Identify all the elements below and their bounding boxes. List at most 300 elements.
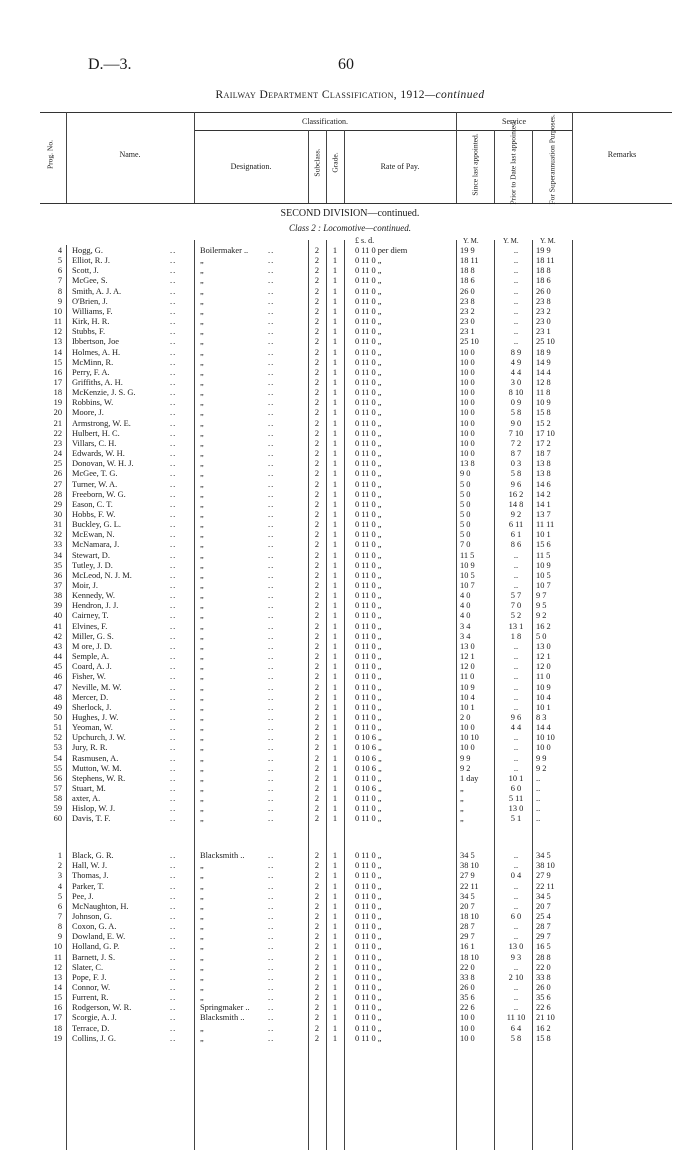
- cell-s2: 9 6: [510, 712, 522, 722]
- cell-dots-designation: ..: [268, 540, 275, 550]
- cell-sub: 2: [314, 560, 320, 570]
- cell-name: Edwards, W. H.: [72, 449, 125, 458]
- cell-name: Hughes, J. W.: [72, 712, 119, 722]
- cell-dots-designation: ..: [268, 922, 275, 931]
- cell-desig: „: [200, 861, 204, 871]
- cell-s2: ..: [513, 702, 519, 712]
- cell-dots: ..: [170, 871, 177, 881]
- table-row: [0, 693, 700, 702]
- cell-dots: ..: [170, 641, 177, 651]
- cell-grade: 1: [332, 763, 338, 773]
- cell-rate: 0 10 6 „: [355, 743, 382, 753]
- cell-grade: 1: [332, 540, 338, 550]
- cell-s2: 0 9: [510, 398, 522, 408]
- cell-name: Terrace, D.: [72, 1023, 110, 1033]
- table-row: [0, 530, 700, 539]
- col-service: Service: [502, 117, 526, 126]
- cell-desig: „: [200, 428, 204, 438]
- table-row: [0, 266, 700, 275]
- cell-s1: 11 0: [460, 672, 475, 682]
- cell-dots: ..: [170, 398, 177, 408]
- cell-grade: 1: [332, 784, 338, 793]
- cell-no: 12: [53, 962, 62, 972]
- cell-dots-designation: ..: [268, 347, 275, 357]
- cell-s2: ..: [513, 932, 519, 942]
- cell-s3: 18 7: [536, 449, 551, 458]
- cell-grade: 1: [332, 621, 338, 631]
- cell-dots: ..: [170, 540, 177, 550]
- cell-rate: 0 11 0 „: [355, 814, 382, 824]
- cell-rate: 0 11 0 „: [355, 489, 382, 499]
- cell-dots: ..: [170, 1013, 177, 1023]
- cell-desig: „: [200, 337, 204, 347]
- table-row: [0, 388, 700, 397]
- cell-name: Holmes, A. H.: [72, 347, 121, 357]
- cell-name: Hendron, J. J.: [72, 601, 119, 611]
- cell-s3: 34 5: [536, 891, 551, 901]
- cell-name: Perry, F. A.: [72, 367, 110, 377]
- cell-sub: 2: [314, 367, 320, 377]
- cell-s1: 10 0: [460, 723, 475, 732]
- cell-s1: 10 9: [460, 682, 475, 692]
- cell-sub: 2: [314, 784, 320, 793]
- cell-grade: 1: [332, 550, 338, 560]
- cell-no: 6: [57, 901, 62, 911]
- cell-name: McLeod, N. J. M.: [72, 570, 132, 580]
- cell-desig: „: [200, 550, 204, 560]
- cell-grade: 1: [332, 347, 338, 357]
- col-name: Name.: [119, 150, 141, 159]
- cell-s3: 25 10: [536, 337, 555, 347]
- cell-dots: ..: [170, 550, 177, 560]
- cell-no: 33: [53, 540, 62, 550]
- cell-dots-designation: ..: [268, 621, 275, 631]
- cell-name: Slater, C.: [72, 962, 104, 972]
- cell-s3: 28 7: [536, 922, 551, 931]
- cell-desig: „: [200, 296, 204, 306]
- cell-s2: ..: [513, 763, 519, 773]
- cell-dots-designation: ..: [268, 530, 275, 540]
- cell-dots-designation: ..: [268, 814, 275, 824]
- cell-dots-designation: ..: [268, 327, 275, 337]
- cell-s3: 17 2: [536, 438, 551, 448]
- cell-s3: 14 2: [536, 489, 551, 499]
- cell-dots-designation: ..: [268, 591, 275, 601]
- cell-dots: ..: [170, 327, 177, 337]
- cell-sub: 2: [314, 347, 320, 357]
- cell-s1: 4 0: [460, 611, 471, 621]
- cell-s3: 13 8: [536, 459, 551, 469]
- cell-grade: 1: [332, 1033, 338, 1043]
- cell-dots: ..: [170, 1003, 177, 1013]
- cell-grade: 1: [332, 601, 338, 611]
- cell-name: Johnson, G.: [72, 911, 112, 921]
- cell-s2: ..: [513, 550, 519, 560]
- table-row: [0, 287, 700, 296]
- cell-dots-designation: ..: [268, 367, 275, 377]
- cell-desig: „: [200, 962, 204, 972]
- cell-dots: ..: [170, 296, 177, 306]
- cell-sub: 2: [314, 530, 320, 540]
- cell-grade: 1: [332, 1013, 338, 1023]
- cell-desig: „: [200, 952, 204, 962]
- cell-s1: 10 0: [460, 1013, 475, 1023]
- cell-rate: 0 11 0 „: [355, 993, 382, 1003]
- cell-s1: „: [460, 814, 464, 824]
- cell-desig: „: [200, 317, 204, 327]
- cell-s3: 38 10: [536, 861, 555, 871]
- table-row: [0, 743, 700, 752]
- cell-dots: ..: [170, 763, 177, 773]
- cell-s2: ..: [513, 306, 519, 316]
- cell-grade: 1: [332, 388, 338, 398]
- cell-rate: 0 11 0 „: [355, 702, 382, 712]
- cell-s3: 23 1: [536, 327, 551, 337]
- cell-dots: ..: [170, 952, 177, 962]
- cell-sub: 2: [314, 449, 320, 458]
- cell-desig: „: [200, 631, 204, 641]
- col-since-last: Since last appointed.: [470, 133, 480, 196]
- cell-s3: 22 6: [536, 1003, 551, 1013]
- cell-rate: 0 11 0 „: [355, 891, 382, 901]
- cell-no: 18: [53, 388, 62, 398]
- cell-s1: 18 10: [460, 952, 479, 962]
- cell-rate: 0 11 0 „: [355, 712, 382, 722]
- cell-s2: ..: [513, 327, 519, 337]
- cell-dots-designation: ..: [268, 266, 275, 276]
- cell-s3: 26 0: [536, 286, 551, 296]
- cell-rate: 0 11 0 „: [355, 871, 382, 881]
- cell-dots-designation: ..: [268, 459, 275, 469]
- cell-s2: 7 2: [510, 438, 522, 448]
- cell-rate: 0 11 0 „: [355, 794, 382, 804]
- cell-dots-designation: ..: [268, 317, 275, 327]
- cell-no: 10: [53, 306, 62, 316]
- cell-sub: 2: [314, 489, 320, 499]
- cell-s3: 26 0: [536, 983, 551, 992]
- cell-rate: 0 11 0 „: [355, 560, 382, 570]
- cell-sub: 2: [314, 459, 320, 469]
- section-title: SECOND DIVISION—continued.: [280, 208, 420, 219]
- cell-no: 19: [53, 1033, 62, 1043]
- cell-s2: ..: [513, 652, 519, 661]
- cell-s1: 18 11: [460, 256, 479, 266]
- cell-rate: 0 11 0 „: [355, 804, 382, 814]
- cell-s2: 4 4: [510, 367, 522, 377]
- cell-rate: 0 11 0 „: [355, 317, 382, 327]
- cell-dots-designation: ..: [268, 962, 275, 972]
- cell-s1: 10 0: [460, 418, 475, 428]
- col-prior-to-date: Prior to Date last appointed.: [508, 120, 518, 205]
- cell-s2: 6 0: [510, 784, 522, 793]
- cell-desig: „: [200, 581, 204, 590]
- cell-s3: 13 0: [536, 641, 551, 651]
- cell-desig: „: [200, 784, 204, 793]
- cell-s2: 2 10: [508, 972, 524, 982]
- cell-s1: 10 0: [460, 743, 475, 753]
- cell-s2: 14 8: [508, 499, 524, 509]
- cell-grade: 1: [332, 682, 338, 692]
- cell-grade: 1: [332, 871, 338, 881]
- table-row: [0, 561, 700, 570]
- cell-s3: 16 5: [536, 942, 551, 952]
- cell-rate: 0 11 0 „: [355, 611, 382, 621]
- cell-no: 50: [53, 712, 62, 722]
- cell-s1: 22 0: [460, 962, 475, 972]
- cell-s1: 23 0: [460, 317, 475, 327]
- cell-no: 14: [53, 983, 62, 992]
- cell-s2: 13 0: [508, 942, 524, 952]
- years-months-3: Y. M.: [540, 237, 556, 245]
- cell-s1: 10 5: [460, 570, 475, 580]
- cell-sub: 2: [314, 1013, 320, 1023]
- cell-sub: 2: [314, 256, 320, 266]
- cell-dots-designation: ..: [268, 784, 275, 793]
- cell-s3: 15 6: [536, 540, 551, 550]
- cell-s1: 26 0: [460, 983, 475, 992]
- cell-grade: 1: [332, 881, 338, 891]
- cell-desig: „: [200, 702, 204, 712]
- cell-s3: 10 9: [536, 560, 551, 570]
- cell-sub: 2: [314, 942, 320, 952]
- cell-name: Connor, W.: [72, 983, 111, 992]
- title-suffix: —continued: [424, 89, 485, 101]
- cell-sub: 2: [314, 621, 320, 631]
- cell-dots: ..: [170, 591, 177, 601]
- cell-no: 11: [53, 317, 62, 327]
- cell-dots: ..: [170, 388, 177, 398]
- cell-desig: „: [200, 753, 204, 763]
- cell-dots-designation: ..: [268, 337, 275, 347]
- table-row: [0, 892, 700, 901]
- cell-dots-designation: ..: [268, 891, 275, 901]
- table-row: [0, 429, 700, 438]
- page-number: 60: [338, 56, 354, 73]
- cell-no: 6: [57, 266, 62, 276]
- cell-grade: 1: [332, 306, 338, 316]
- cell-desig: „: [200, 540, 204, 550]
- cell-s3: 15 8: [536, 1033, 551, 1043]
- cell-dots-designation: ..: [268, 438, 275, 448]
- table-row: [0, 871, 700, 880]
- cell-s2: 0 3: [510, 459, 522, 469]
- cell-rate: 0 10 6 „: [355, 784, 382, 793]
- cell-s1: 10 4: [460, 692, 475, 702]
- cell-s2: ..: [513, 317, 519, 327]
- cell-rate: 0 11 0 „: [355, 972, 382, 982]
- cell-dots-designation: ..: [268, 753, 275, 763]
- cell-desig: „: [200, 347, 204, 357]
- cell-dots: ..: [170, 378, 177, 387]
- cell-dots: ..: [170, 901, 177, 911]
- cell-no: 56: [53, 773, 62, 783]
- cell-grade: 1: [332, 357, 338, 367]
- cell-grade: 1: [332, 773, 338, 783]
- cell-grade: 1: [332, 932, 338, 942]
- cell-no: 9: [57, 932, 62, 942]
- cell-grade: 1: [332, 459, 338, 469]
- cell-s2: ..: [513, 743, 519, 753]
- cell-name: McNaughton, H.: [72, 901, 129, 911]
- cell-rate: 0 11 0 „: [355, 922, 382, 931]
- cell-s2: 5 8: [510, 408, 522, 418]
- cell-sub: 2: [314, 479, 320, 489]
- cell-s3: 12 0: [536, 662, 551, 672]
- cell-s3: 10 9: [536, 682, 551, 692]
- cell-name: M ore, J. D.: [72, 641, 113, 651]
- cell-rate: 0 11 0 „: [355, 1023, 382, 1033]
- cell-dots-designation: ..: [268, 489, 275, 499]
- cell-desig: „: [200, 408, 204, 418]
- cell-dots-designation: ..: [268, 1023, 275, 1033]
- cell-name: Scorgie, A. J.: [72, 1013, 117, 1023]
- cell-s1: 9 0: [460, 469, 471, 479]
- cell-s1: 11 5: [460, 550, 475, 560]
- cell-dots-designation: ..: [268, 256, 275, 266]
- cell-s3: ..: [536, 773, 541, 783]
- cell-no: 18: [53, 1023, 62, 1033]
- pay-units: £ s. d.: [355, 236, 375, 245]
- cell-dots-designation: ..: [268, 702, 275, 712]
- cell-s2: 3 0: [510, 378, 522, 387]
- cell-grade: 1: [332, 794, 338, 804]
- cell-dots-designation: ..: [268, 763, 275, 773]
- cell-name: Freeborn, W. G.: [72, 489, 126, 499]
- cell-s2: 8 7: [510, 449, 522, 458]
- cell-name: Hobbs, F. W.: [72, 509, 116, 519]
- cell-sub: 2: [314, 662, 320, 672]
- cell-name: Robbins, W.: [72, 398, 114, 408]
- cell-s2: 1 8: [510, 631, 522, 641]
- cell-desig: „: [200, 773, 204, 783]
- cell-desig: „: [200, 993, 204, 1003]
- cell-rate: 0 11 0 „: [355, 337, 382, 347]
- table-row: [0, 983, 700, 992]
- table-row: [0, 1013, 700, 1022]
- cell-s3: 19 9: [536, 246, 551, 255]
- cell-no: 30: [53, 509, 62, 519]
- cell-rate: 0 11 0 „: [355, 723, 382, 732]
- cell-dots: ..: [170, 317, 177, 327]
- cell-rate: 0 11 0 „: [355, 621, 382, 631]
- cell-name: Coard, A. J.: [72, 662, 112, 672]
- table-row: [0, 622, 700, 631]
- cell-s1: 10 0: [460, 347, 475, 357]
- cell-grade: 1: [332, 861, 338, 871]
- col-grade: Grade.: [330, 152, 340, 173]
- cell-dots-designation: ..: [268, 794, 275, 804]
- cell-desig: „: [200, 712, 204, 722]
- cell-no: 15: [53, 993, 62, 1003]
- cell-name: Dowland, E. W.: [72, 932, 126, 942]
- cell-s3: ..: [536, 814, 541, 824]
- cell-name: Stephens, W. R.: [72, 773, 126, 783]
- table-row: [0, 733, 700, 742]
- cell-dots-designation: ..: [268, 932, 275, 942]
- cell-dots: ..: [170, 784, 177, 793]
- cell-sub: 2: [314, 743, 320, 753]
- table-row: [0, 932, 700, 941]
- cell-rate: 0 11 0 „: [355, 378, 382, 387]
- cell-dots-designation: ..: [268, 388, 275, 398]
- cell-dots: ..: [170, 286, 177, 296]
- cell-name: Stewart, D.: [72, 550, 110, 560]
- cell-rate: 0 11 0 „: [355, 520, 382, 529]
- cell-s2: ..: [513, 922, 519, 931]
- cell-s2: 9 0: [510, 418, 522, 428]
- cell-s1: 18 6: [460, 276, 475, 286]
- cell-s1: 33 8: [460, 972, 475, 982]
- cell-s3: 18 8: [536, 266, 551, 276]
- table-row: [0, 419, 700, 428]
- cell-dots: ..: [170, 942, 177, 952]
- cell-s1: 5 0: [460, 509, 471, 519]
- cell-s3: 14 6: [536, 479, 551, 489]
- cell-no: 35: [53, 560, 62, 570]
- cell-s1: 2 0: [460, 712, 471, 722]
- cell-grade: 1: [332, 983, 338, 992]
- cell-desig: „: [200, 692, 204, 702]
- cell-dots: ..: [170, 489, 177, 499]
- cell-name: Collins, J. G.: [72, 1033, 116, 1043]
- cell-rate: 0 11 0 „: [355, 266, 382, 276]
- cell-dots-designation: ..: [268, 418, 275, 428]
- cell-rate: 0 11 0 „: [355, 601, 382, 611]
- cell-no: 7: [57, 276, 62, 286]
- cell-name: Furrent, R.: [72, 993, 109, 1003]
- cell-grade: 1: [332, 581, 338, 590]
- header-bottom-rule: [40, 203, 672, 204]
- cell-s3: 33 8: [536, 972, 551, 982]
- cell-s1: 27 9: [460, 871, 475, 881]
- cell-s3: 15 8: [536, 408, 551, 418]
- document-code: D.—3.: [88, 56, 132, 73]
- cell-no: 12: [53, 327, 62, 337]
- cell-rate: 0 11 0 „: [355, 773, 382, 783]
- cell-dots-designation: ..: [268, 1003, 275, 1013]
- cell-no: 16: [53, 1003, 62, 1013]
- cell-s2: 5 2: [510, 611, 522, 621]
- cell-grade: 1: [332, 428, 338, 438]
- cell-dots: ..: [170, 509, 177, 519]
- cell-dots: ..: [170, 306, 177, 316]
- cell-grade: 1: [332, 652, 338, 661]
- table-row: [0, 256, 700, 265]
- cell-s3: 16 2: [536, 621, 551, 631]
- cell-no: 21: [53, 418, 62, 428]
- cell-rate: 0 11 0 „: [355, 276, 382, 286]
- cell-s2: ..: [513, 672, 519, 682]
- cell-s3: 9 7: [536, 591, 547, 601]
- table-row: [0, 642, 700, 651]
- table-row: [0, 784, 700, 793]
- cell-dots-designation: ..: [268, 871, 275, 881]
- cell-grade: 1: [332, 408, 338, 418]
- cell-name: Black, G. R.: [72, 851, 114, 860]
- cell-s2: ..: [513, 246, 519, 255]
- cell-desig: „: [200, 357, 204, 367]
- cell-dots-designation: ..: [268, 611, 275, 621]
- cell-s1: 3 4: [460, 621, 471, 631]
- cell-dots-designation: ..: [268, 881, 275, 891]
- cell-name: Stuart, M.: [72, 784, 106, 793]
- cell-grade: 1: [332, 378, 338, 387]
- cell-grade: 1: [332, 631, 338, 641]
- cell-sub: 2: [314, 983, 320, 992]
- cell-dots-designation: ..: [268, 861, 275, 871]
- cell-no: 52: [53, 733, 62, 743]
- cell-s2: ..: [513, 662, 519, 672]
